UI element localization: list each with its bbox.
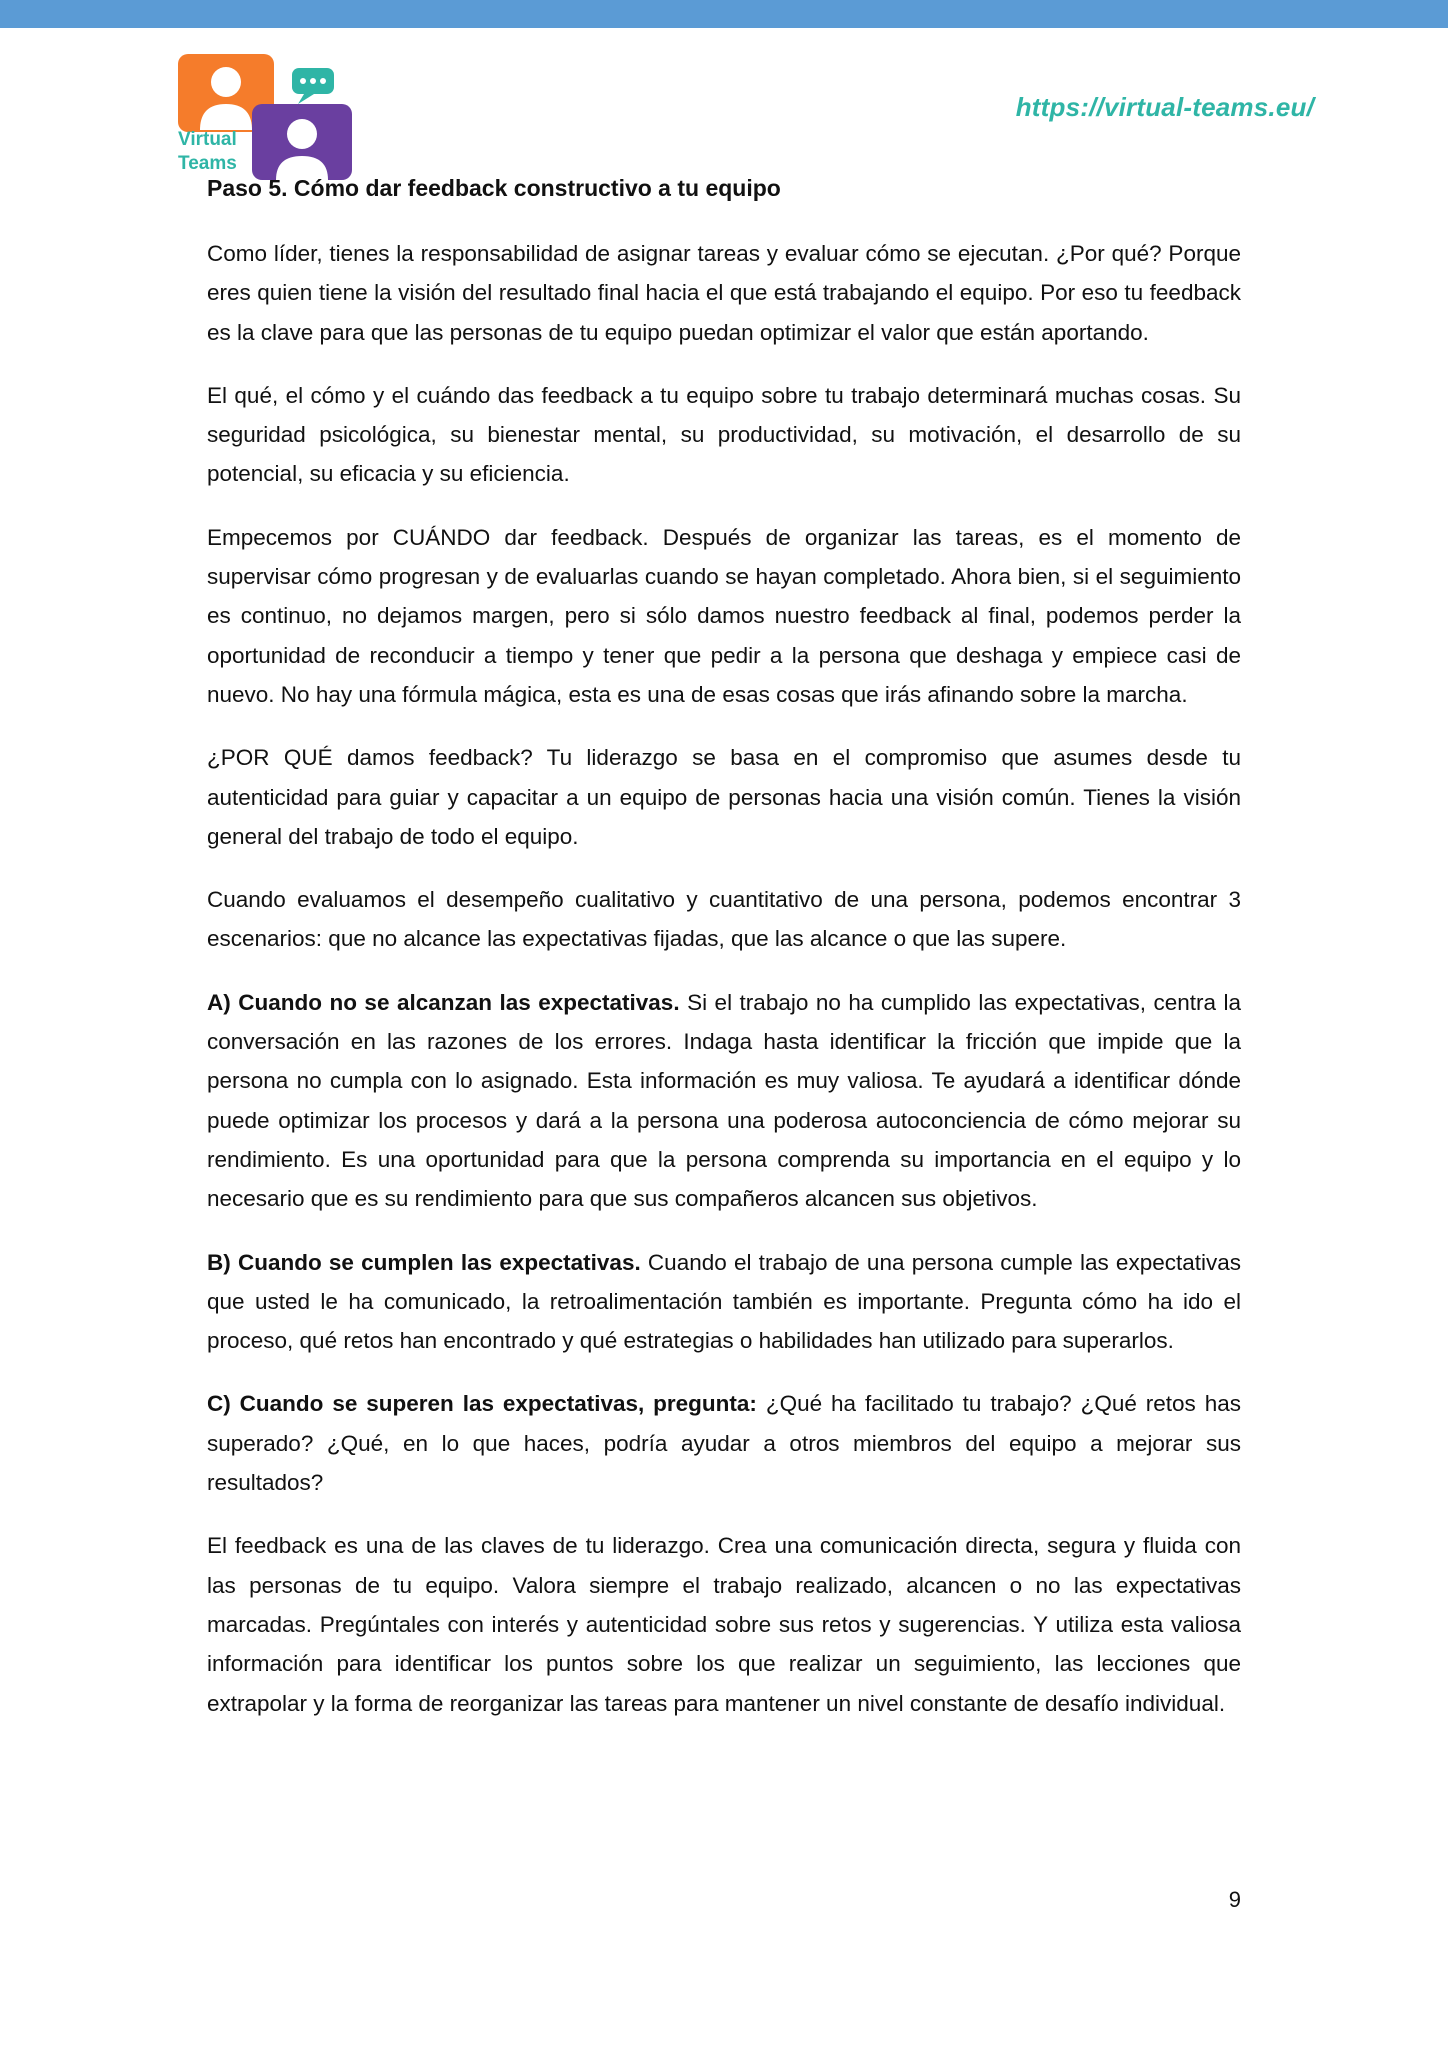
paragraph — [207, 376, 1241, 494]
page-number: 9 — [1228, 1887, 1241, 1912]
top-color-bar — [0, 0, 1448, 28]
logo-text-line1: Virtual — [178, 129, 237, 150]
paragraph-list — [207, 234, 1241, 1723]
paragraph — [207, 1526, 1241, 1722]
paragraph-text: El qué, el cómo y el cuándo das feedback a tu equipo sobre tu trabajo determinará muchas cosas. Su seguridad psicológica, su bienestar mental, su productividad, su motivación, el desarrollo de su potencial, su eficacia y su eficiencia. — [207, 382, 1241, 487]
paragraph-text: ¿Qué ha facilitado tu trabajo? ¿Qué retos has superado? ¿Qué, en lo que haces, podría ayudar a otros miembros del equipo a mejorar sus resultados? — [207, 1391, 1241, 1496]
virtual-teams-logo — [176, 52, 354, 180]
paragraph-text: Cuando evaluamos el desempeño cualitativo y cuantitativo de una persona, podemos encontrar 3 escenarios: que no alcance las expectativas fijadas, que las alcance o que las supere. — [207, 887, 1241, 952]
paragraph — [207, 234, 1241, 352]
paragraph-text: Como líder, tienes la responsabilidad de asignar tareas y evaluar cómo se ejecutan. ¿Por qué? Porque eres quien tiene la visión del resultado final hacia el que está trabajando el equipo. Por eso tu feedback es la clave para que las personas de tu equipo puedan optimizar el valor que están aportando. — [207, 241, 1241, 345]
paragraph — [207, 518, 1241, 714]
paragraph-bold-lead: A) Cuando no se alcanzan las expectativas. — [207, 989, 680, 1015]
logo-text — [178, 128, 237, 176]
site-url-link[interactable]: https://virtual-teams.eu/ — [1015, 92, 1314, 122]
paragraph-text: Empecemos por CUÁNDO dar feedback. Después de organizar las tareas, es el momento de supervisar cómo progresan y de evaluarlas cuando se hayan completado. Ahora bien, si el seguimiento es continuo, no dejamos margen, pero si sólo damos nuestro feedback al final, podemos perder la oportunidad de reconducir a tiempo y tener que pedir a la persona que deshaga y empiece casi de nuevo. No hay una fórmula mágica, esta es una de esas cosas que irás afinando sobre la marcha. — [207, 524, 1241, 707]
paragraph — [207, 1384, 1241, 1502]
paragraph — [207, 1243, 1241, 1361]
paragraph-text: El feedback es una de las claves de tu liderazgo. Crea una comunicación directa, segura y fluida con las personas de tu equipo. Valora siempre el trabajo realizado, alcancen o no las expectativas marcadas. Pregúntales con interés y autenticidad sobre sus retos y sugerencias. Y utiliza esta valiosa información para identificar los puntos sobre los que realizar un seguimiento, las lecciones que extrapolar y la forma de reorganizar las tareas para mantener un nivel constante de desafío individual. — [207, 1533, 1241, 1716]
paragraph — [207, 880, 1241, 959]
paragraph-text: Cuando el trabajo de una persona cumple las expectativas que usted le ha comunicado, la retroalimentación también es importante. Pregunta cómo ha ido el proceso, qué retos han encontrado y qué estrategias o habilidades han utilizado para superarlos. — [207, 1249, 1242, 1354]
logo-text-line2: Teams — [178, 153, 237, 174]
document-body — [207, 172, 1241, 1747]
paragraph-bold-lead: C) Cuando se superen las expectativas, pregunta: — [207, 1391, 757, 1417]
paragraph-bold-lead: B) Cuando se cumplen las expectativas. — [207, 1249, 641, 1275]
paragraph-text: ¿POR QUÉ damos feedback? Tu liderazgo se basa en el compromiso que asumes desde tu autenticidad para guiar y capacitar a un equipo de personas hacia una visión común. Tienes la visión general del trabajo de todo el equipo. — [207, 745, 1241, 849]
paragraph — [207, 983, 1241, 1219]
section-heading: Paso 5. Cómo dar feedback constructivo a tu equipo — [207, 175, 781, 201]
paragraph-text: Si el trabajo no ha cumplido las expectativas, centra la conversación en las razones de los errores. Indaga hasta identificar la fricción que impide que la persona no cumpla con lo asignado. Esta información es muy valiosa. Te ayudará a identificar dónde puede optimizar los procesos y dará a la persona una poderosa autoconciencia de cómo mejorar su rendimiento. Es una oportunidad para que la persona comprenda su importancia en el equipo y lo necesario que es su rendimiento para que sus compañeros alcancen sus objetivos. — [207, 989, 1241, 1212]
paragraph — [207, 738, 1241, 856]
